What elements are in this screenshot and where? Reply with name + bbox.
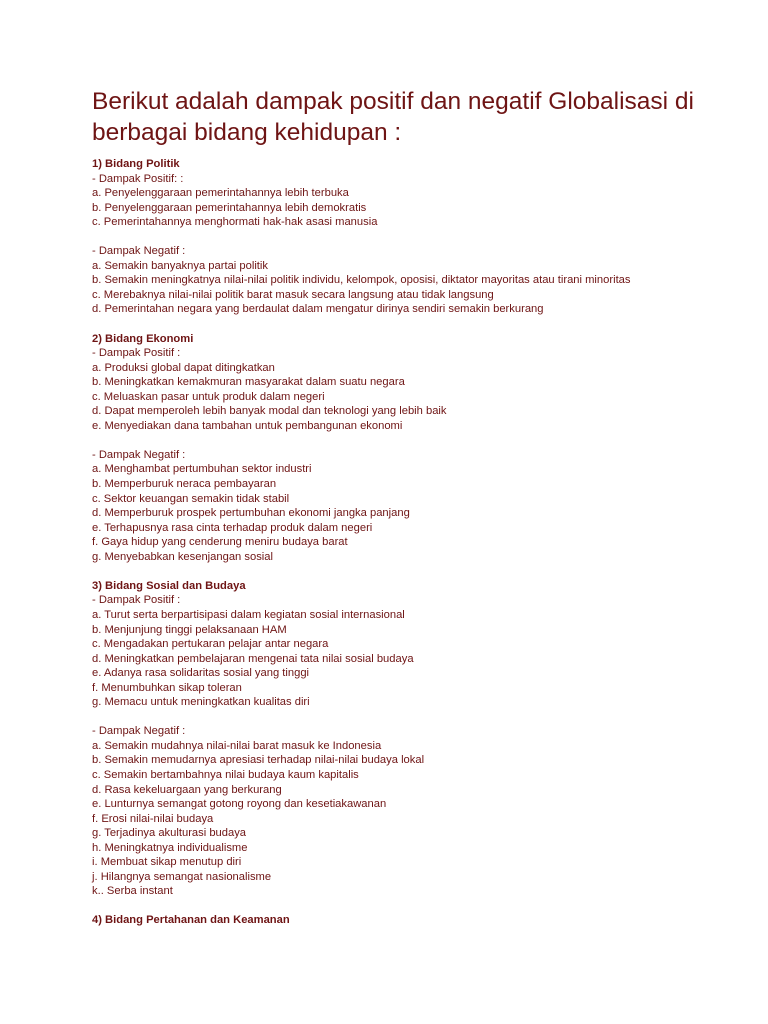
paragraph-gap [92, 710, 732, 725]
text-line: d. Pemerintahan negara yang berdaulat dalam mengatur dirinya sendiri semakin berkurang [92, 303, 544, 316]
text-line: a. Menghambat pertumbuhan sektor industri [92, 463, 312, 476]
text-line: a. Semakin banyaknya partai politik [92, 259, 268, 272]
document-body [92, 157, 732, 928]
text-line: g. Terjadinya akulturasi budaya [92, 827, 247, 840]
text-line: c. Semakin bertambahnya nilai budaya kaum kapitalis [92, 768, 359, 781]
text-line: a. Semakin mudahnya nilai-nilai barat masuk ke Indonesia [92, 739, 382, 752]
text-line: g. Menyebabkan kesenjangan sosial [92, 550, 273, 563]
text-line: d. Dapat memperoleh lebih banyak modal dan teknologi yang lebih baik [92, 405, 447, 418]
text-line: g. Memacu untuk meningkatkan kualitas diri [92, 696, 310, 709]
text-line: f. Gaya hidup yang cenderung meniru budaya barat [92, 536, 348, 549]
text-line: - Dampak Negatif : [92, 245, 186, 258]
text-line: e. Adanya rasa solidaritas sosial yang tinggi [92, 667, 310, 680]
section-heading: 3) Bidang Sosial dan Budaya [92, 579, 246, 592]
section-heading: 1) Bidang Politik [92, 158, 180, 170]
text-line: c. Meluaskan pasar untuk produk dalam negeri [92, 390, 325, 403]
text-line: h. Meningkatnya individualisme [92, 841, 248, 854]
text-line: a. Turut serta berpartisipasi dalam kegiatan sosial internasional [92, 608, 405, 621]
text-line: f. Menumbuhkan sikap toleran [92, 681, 242, 694]
text-line: c. Sektor keuangan semakin tidak stabil [92, 492, 290, 505]
text-line: a. Penyelenggaraan pemerintahannya lebih terbuka [92, 187, 349, 200]
text-line: d. Rasa kekeluargaan yang berkurang [92, 783, 282, 796]
text-line: b. Penyelenggaraan pemerintahannya lebih demokratis [92, 201, 367, 214]
section-heading: 2) Bidang Ekonomi [92, 332, 194, 345]
section-heading: 4) Bidang Pertahanan dan Keamanan [92, 914, 290, 927]
text-line: b. Semakin memudarnya apresiasi terhadap nilai-nilai budaya lokal [92, 754, 425, 767]
text-line: e. Menyediakan dana tambahan untuk pembangunan ekonomi [92, 419, 403, 432]
document-title: Berikut adalah dampak positif dan negatif Globalisasi di berbagai bidang kehidupan : [92, 88, 694, 146]
paragraph-gap [92, 433, 732, 448]
text-line: e. Terhapusnya rasa cinta terhadap produk dalam negeri [92, 521, 373, 534]
text-line: a. Produksi global dapat ditingkatkan [92, 361, 275, 374]
text-line: j. Hilangnya semangat nasionalisme [92, 870, 272, 883]
paragraph-gap [92, 317, 732, 332]
text-line: e. Lunturnya semangat gotong royong dan kesetiakawanan [92, 798, 387, 811]
text-line: d. Meningkatkan pembelajaran mengenai tata nilai sosial budaya [92, 652, 414, 665]
text-line: - Dampak Positif : [92, 347, 181, 360]
paragraph-gap [92, 230, 732, 245]
text-line: - Dampak Positif: : [92, 172, 184, 185]
text-line: d. Memperburuk prospek pertumbuhan ekonomi jangka panjang [92, 507, 410, 520]
text-line: c. Merebaknya nilai-nilai politik barat masuk secara langsung atau tidak langsung [92, 288, 494, 301]
text-line: k.. Serba instant [92, 885, 173, 898]
text-line: - Dampak Negatif : [92, 725, 186, 738]
text-line: b. Semakin meningkatnya nilai-nilai politik individu, kelompok, oposisi, diktator mayoritas atau tirani minoritas [92, 274, 631, 287]
text-line: b. Memperburuk neraca pembayaran [92, 478, 277, 491]
text-line: f. Erosi nilai-nilai budaya [92, 812, 214, 825]
text-line: c. Mengadakan pertukaran pelajar antar negara [92, 638, 329, 651]
text-line: c. Pemerintahannya menghormati hak-hak asasi manusia [92, 216, 378, 229]
paragraph-gap [92, 564, 732, 579]
text-line: - Dampak Negatif : [92, 448, 186, 461]
text-line: i. Membuat sikap menutup diri [92, 856, 242, 869]
paragraph-gap [92, 899, 732, 914]
text-line: - Dampak Positif : [92, 594, 181, 607]
text-line: b. Menjunjung tinggi pelaksanaan HAM [92, 623, 287, 636]
text-line: b. Meningkatkan kemakmuran masyarakat dalam suatu negara [92, 376, 405, 389]
